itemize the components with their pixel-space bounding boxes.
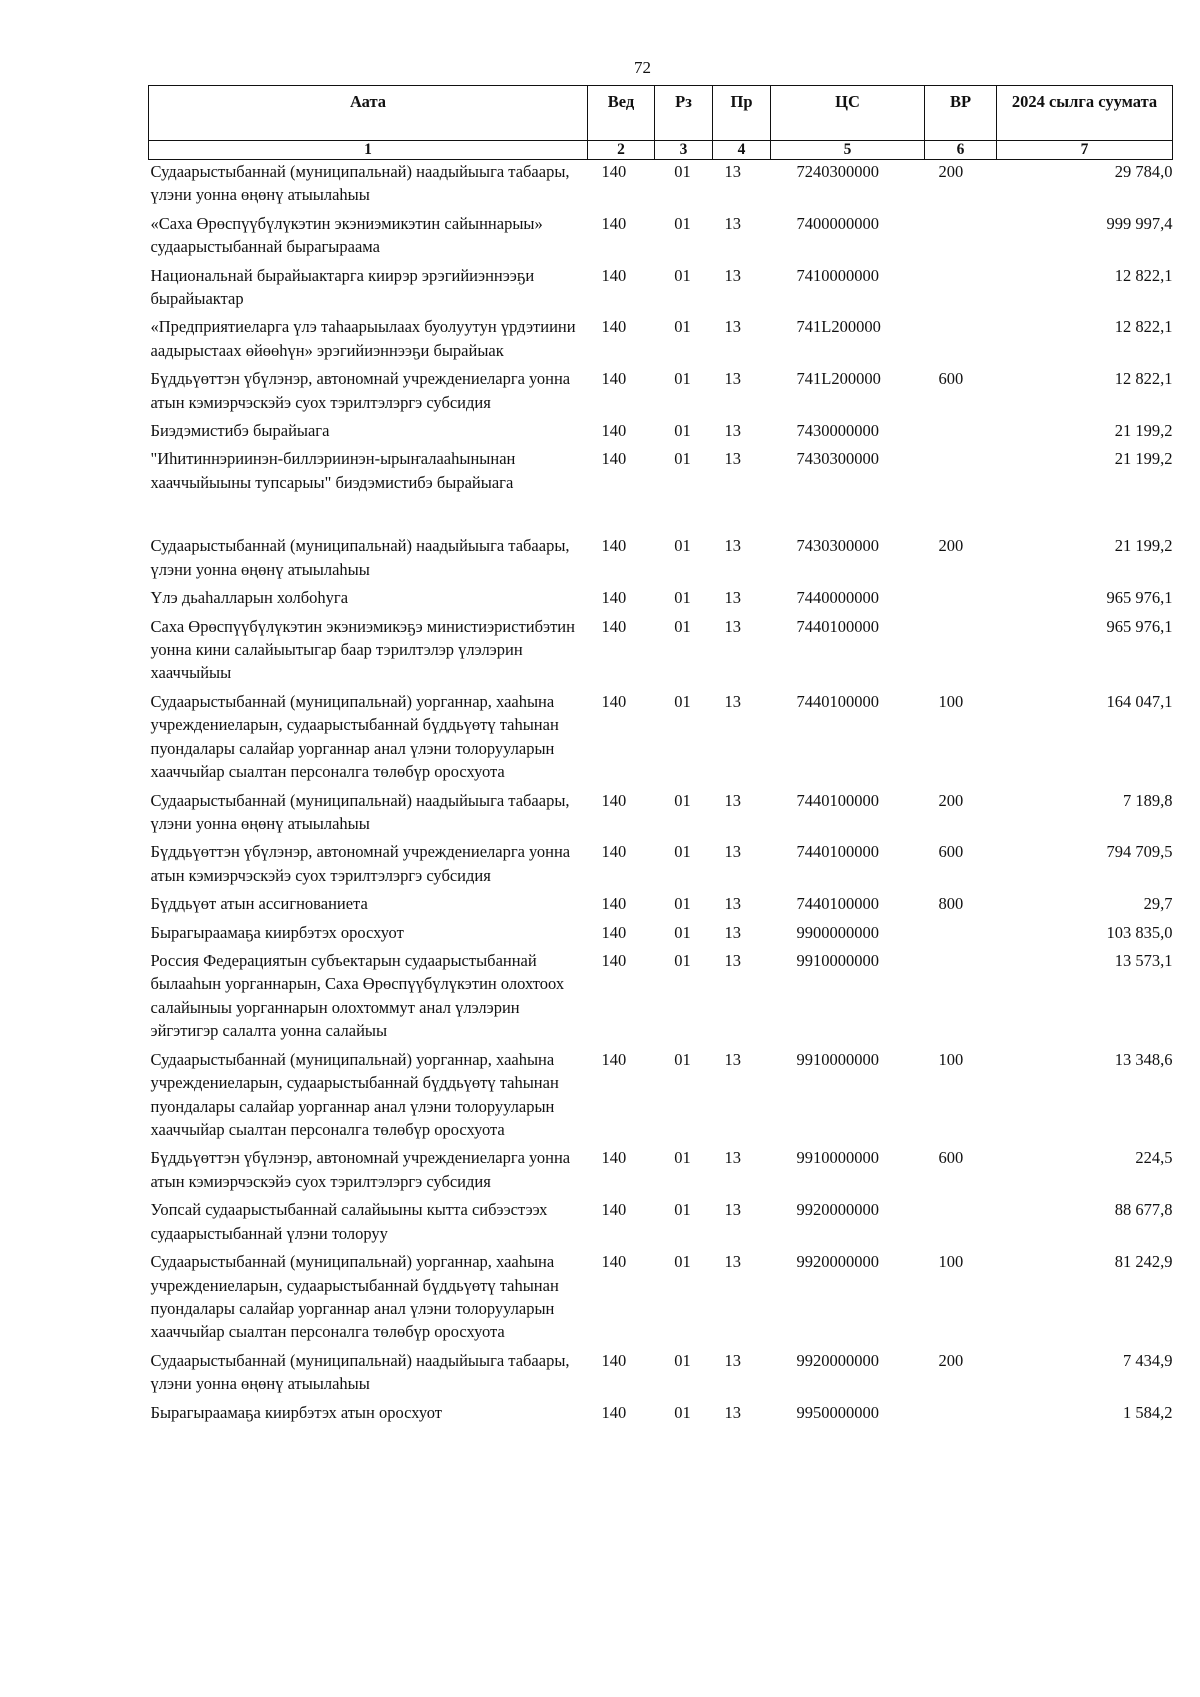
row-pr: 13 xyxy=(724,790,741,810)
row-cs: 9900000000 xyxy=(796,922,879,942)
row-rz: 01 xyxy=(674,265,691,285)
row-sum: 965 976,1 xyxy=(1106,588,1173,608)
row-rz: 01 xyxy=(674,922,691,942)
row-pr: 13 xyxy=(724,317,741,337)
row-sum: 13 573,1 xyxy=(1114,951,1173,971)
table-row xyxy=(149,840,1173,892)
row-name: Биэдэмистибэ бырайыага xyxy=(150,421,330,441)
row-rz: 01 xyxy=(674,317,691,337)
row-rz: 01 xyxy=(674,369,691,389)
row-pr: 13 xyxy=(724,449,741,469)
column-number: 3 xyxy=(655,141,713,160)
table-row xyxy=(149,534,1173,586)
row-sum: 12 822,1 xyxy=(1114,265,1173,285)
row-cs: 7440100000 xyxy=(796,842,879,862)
row-ved: 140 xyxy=(601,790,627,810)
row-vr: 600 xyxy=(938,369,964,389)
row-cs: 7400000000 xyxy=(796,213,879,233)
row-ved: 140 xyxy=(601,1049,627,1069)
row-name: Бырагыраамаҕа киирбэтэх атын оросхуот xyxy=(150,1402,442,1422)
row-pr: 13 xyxy=(724,213,741,233)
table-row xyxy=(149,1401,1173,1429)
row-sum: 794 709,5 xyxy=(1106,842,1173,862)
row-ved: 140 xyxy=(601,1200,627,1220)
row-sum: 965 976,1 xyxy=(1106,616,1173,636)
row-rz: 01 xyxy=(674,1200,691,1220)
row-ved: 140 xyxy=(601,588,627,608)
row-ved: 140 xyxy=(601,421,627,441)
row-vr xyxy=(925,949,997,1048)
row-pr: 13 xyxy=(724,588,741,608)
row-sum: 164 047,1 xyxy=(1106,691,1173,711)
row-rz: 01 xyxy=(674,449,691,469)
header-ved: Вед xyxy=(588,86,655,141)
row-name: Судаарыстыбаннай (муниципальнай) уорганнар, хааһына учреждениеларын, судаарыстыбаннай бүддьүөтү таһынан пуондалары салайар уорганнар анал үлэни толорууларын хааччыйар сыалтан персоналга төлөбүр оросхуота xyxy=(150,1252,559,1342)
row-ved: 140 xyxy=(601,213,627,233)
row-name: Саха Өрөспүүбүлүкэтин экэниэмикэҕэ министиэристибэтин уонна кини салайыытыгар баар тэрилтэлэр үлэлэрин хааччыйыы xyxy=(150,616,575,683)
row-vr: 200 xyxy=(938,1350,964,1370)
row-sum: 103 835,0 xyxy=(1106,922,1173,942)
row-ved: 140 xyxy=(601,616,627,636)
row-name: Уопсай судаарыстыбаннай салайыыны кытта сибээстээх судаарыстыбаннай үлэни толоруу xyxy=(150,1200,548,1243)
table-row xyxy=(149,690,1173,789)
row-name: Судаарыстыбаннай (муниципальнай) наадыйыыга табаары, үлэни уонна өңөнү атыылаһыы xyxy=(150,536,570,579)
row-ved: 140 xyxy=(601,1148,627,1168)
row-cs: 741L200000 xyxy=(796,317,881,337)
row-sum: 88 677,8 xyxy=(1114,1200,1173,1220)
row-vr: 600 xyxy=(938,1148,964,1168)
row-vr: 100 xyxy=(938,1049,964,1069)
row-cs: 9920000000 xyxy=(796,1252,879,1272)
row-cs: 9910000000 xyxy=(796,951,879,971)
row-pr: 13 xyxy=(724,1148,741,1168)
header-cs: ЦС xyxy=(771,86,925,141)
table-row xyxy=(149,419,1173,447)
row-name: «Саха Өрөспүүбүлүкэтин экэниэмикэтин сайыннарыы» судаарыстыбаннай бырагыраама xyxy=(150,213,543,257)
row-cs: 7430000000 xyxy=(796,421,879,441)
table-row xyxy=(149,1250,1173,1349)
row-pr: 13 xyxy=(724,616,741,636)
table-row xyxy=(149,949,1173,1048)
row-vr xyxy=(925,921,997,949)
row-cs: 7410000000 xyxy=(796,265,879,285)
table-row xyxy=(149,1146,1173,1198)
header-pr: Пр xyxy=(713,86,771,141)
row-pr: 13 xyxy=(724,894,741,914)
row-cs: 9910000000 xyxy=(796,1049,879,1069)
row-rz: 01 xyxy=(674,1350,691,1370)
row-name: Судаарыстыбаннай (муниципальнай) наадыйыыга табаары, үлэни уонна өңөнү атыылаһыы xyxy=(150,1350,570,1394)
row-pr: 13 xyxy=(724,1350,741,1370)
row-cs: 7440100000 xyxy=(796,616,879,636)
row-name: «Предприятиеларга үлэ таһаарыылаах буолуутун үрдэтиини аадырыстаах өйөөһүн» эрэгийиэннээҕи бырайыак xyxy=(150,317,576,360)
row-sum: 999 997,4 xyxy=(1106,213,1173,233)
row-pr: 13 xyxy=(724,369,741,389)
row-vr: 200 xyxy=(938,790,964,810)
row-sum: 1 584,2 xyxy=(1123,1402,1173,1422)
table-row xyxy=(149,367,1173,419)
table-row xyxy=(149,586,1173,614)
budget-table xyxy=(148,85,1173,1429)
row-vr xyxy=(925,1198,997,1250)
row-sum: 7 189,8 xyxy=(1123,790,1173,810)
row-ved: 140 xyxy=(601,449,627,469)
row-cs: 7440000000 xyxy=(796,588,879,608)
row-cs: 9950000000 xyxy=(796,1402,879,1422)
header-rz: Рз xyxy=(655,86,713,141)
row-cs: 9910000000 xyxy=(796,1148,879,1168)
row-cs: 7440100000 xyxy=(796,894,879,914)
table-row xyxy=(149,264,1173,316)
row-vr xyxy=(925,264,997,316)
page-number: 72 xyxy=(634,58,651,77)
column-number: 1 xyxy=(149,141,588,160)
row-ved: 140 xyxy=(601,691,627,711)
row-pr: 13 xyxy=(724,161,741,181)
row-vr: 600 xyxy=(938,842,964,862)
row-name: Национальнай бырайыактарга киирэр эрэгийиэннээҕи бырайыактар xyxy=(150,265,535,308)
row-cs: 741L200000 xyxy=(796,369,881,389)
row-rz: 01 xyxy=(674,616,691,636)
row-cs: 9920000000 xyxy=(796,1200,879,1220)
row-vr xyxy=(925,212,997,264)
row-name: Россия Федерациятын субъектарын судаарыстыбаннай былааһын уорганнарын, Саха Өрөспүүбүлүкэтин олохтоох салайыныы уорганнарын олохтоммут анал үлэлэрин эйгэтигэр салалта уонна салайыы xyxy=(150,951,565,1041)
row-name: Бырагыраамаҕа киирбэтэх оросхуот xyxy=(150,922,404,942)
table-row xyxy=(149,921,1173,949)
row-vr: 100 xyxy=(938,691,964,711)
row-vr: 100 xyxy=(938,1252,964,1272)
row-ved: 140 xyxy=(601,265,627,285)
row-pr: 13 xyxy=(724,536,741,556)
row-sum: 29,7 xyxy=(1143,894,1173,914)
row-sum: 7 434,9 xyxy=(1123,1350,1173,1370)
row-name: Судаарыстыбаннай (муниципальнай) уорганнар, хааһына учреждениеларын, судаарыстыбаннай бүддьүөтү таһынан пуондалары салайар уорганнар анал үлэни толорууларын хааччыйар сыалтан персоналга төлөбүр оросхуота xyxy=(150,691,559,782)
row-pr: 13 xyxy=(724,951,741,971)
row-pr: 13 xyxy=(724,1200,741,1220)
row-sum: 12 822,1 xyxy=(1114,317,1173,337)
column-number: 2 xyxy=(588,141,655,160)
table-row xyxy=(149,892,1173,920)
row-rz: 01 xyxy=(674,951,691,971)
row-vr xyxy=(925,615,997,690)
row-ved: 140 xyxy=(601,1402,627,1422)
row-vr xyxy=(925,447,997,534)
row-pr: 13 xyxy=(724,265,741,285)
row-rz: 01 xyxy=(674,213,691,233)
row-pr: 13 xyxy=(724,922,741,942)
row-pr: 13 xyxy=(724,1402,741,1422)
header-sum: 2024 сылга суумата xyxy=(997,86,1173,141)
row-ved: 140 xyxy=(601,842,627,862)
row-rz: 01 xyxy=(674,161,691,181)
table-row xyxy=(149,159,1173,211)
row-ved: 140 xyxy=(601,1350,627,1370)
row-pr: 13 xyxy=(724,1252,741,1272)
row-pr: 13 xyxy=(724,691,741,711)
row-vr xyxy=(925,1401,997,1429)
header-vr: ВР xyxy=(925,86,997,141)
row-ved: 140 xyxy=(601,894,627,914)
row-vr: 200 xyxy=(938,161,964,181)
header-row xyxy=(149,86,1173,141)
row-rz: 01 xyxy=(674,790,691,810)
column-number: 6 xyxy=(925,141,997,160)
row-rz: 01 xyxy=(674,842,691,862)
table-row xyxy=(149,615,1173,690)
row-name: Бүддьүөттэн үбүлэнэр, автономнай учреждениеларга уонна атын кэмиэрчэскэйэ суох тэрилтэлэргэ субсидия xyxy=(150,1148,571,1191)
column-number: 5 xyxy=(771,141,925,160)
row-name: Бүддьүөттэн үбүлэнэр, автономнай учреждениеларга уонна атын кэмиэрчэскэйэ суох тэрилтэлэргэ субсидия xyxy=(150,842,571,885)
row-sum: 81 242,9 xyxy=(1114,1252,1173,1272)
row-rz: 01 xyxy=(674,1402,691,1422)
row-sum: 12 822,1 xyxy=(1114,369,1173,389)
table-row xyxy=(149,1349,1173,1401)
table-row xyxy=(149,789,1173,841)
row-ved: 140 xyxy=(601,536,627,556)
row-sum: 21 199,2 xyxy=(1114,421,1173,441)
row-sum: 29 784,0 xyxy=(1114,161,1173,181)
row-vr: 200 xyxy=(938,536,964,556)
row-sum: 13 348,6 xyxy=(1114,1049,1173,1069)
row-rz: 01 xyxy=(674,588,691,608)
row-name: Бүддьүөт атын ассигнованиета xyxy=(150,894,368,914)
row-name: Үлэ дьаһалларын холбоһуга xyxy=(150,588,349,608)
row-cs: 7430300000 xyxy=(796,449,879,469)
row-ved: 140 xyxy=(601,951,627,971)
column-number: 4 xyxy=(713,141,771,160)
row-rz: 01 xyxy=(674,1049,691,1069)
table-row xyxy=(149,1048,1173,1147)
row-vr: 800 xyxy=(938,894,964,914)
table-row xyxy=(149,447,1173,534)
row-rz: 01 xyxy=(674,1252,691,1272)
column-number-row xyxy=(149,141,1173,160)
table-row xyxy=(149,1198,1173,1250)
table-row xyxy=(149,212,1173,264)
row-ved: 140 xyxy=(601,1252,627,1272)
row-rz: 01 xyxy=(674,1148,691,1168)
row-rz: 01 xyxy=(674,536,691,556)
row-cs: 7240300000 xyxy=(796,161,879,181)
header-name: Аата xyxy=(149,86,588,141)
row-pr: 13 xyxy=(724,421,741,441)
row-ved: 140 xyxy=(601,317,627,337)
row-cs: 9920000000 xyxy=(796,1350,879,1370)
row-name: Судаарыстыбаннай (муниципальнай) уорганнар, хааһына учреждениеларын, судаарыстыбаннай бүддьүөтү таһынан пуондалары салайар уорганнар анал үлэни толорууларын хааччыйар сыалтан персоналга төлөбүр оросхуота xyxy=(150,1049,559,1139)
row-cs: 7440100000 xyxy=(796,790,879,810)
row-rz: 01 xyxy=(674,894,691,914)
row-ved: 140 xyxy=(601,369,627,389)
row-name: Судаарыстыбаннай (муниципальнай) наадыйыыга табаары, үлэни уонна өңөнү атыылаһыы xyxy=(150,161,570,205)
row-vr xyxy=(925,586,997,614)
row-ved: 140 xyxy=(601,922,627,942)
table-body xyxy=(149,159,1173,1429)
row-vr xyxy=(925,419,997,447)
column-number: 7 xyxy=(997,141,1173,160)
row-pr: 13 xyxy=(724,1049,741,1069)
row-name: Судаарыстыбаннай (муниципальнай) наадыйыыга табаары, үлэни уонна өңөнү атыылаһыы xyxy=(150,790,570,833)
row-sum: 21 199,2 xyxy=(1114,449,1173,469)
row-cs: 7440100000 xyxy=(796,691,879,711)
row-cs: 7430300000 xyxy=(796,536,879,556)
row-rz: 01 xyxy=(674,691,691,711)
row-name: "Иһитиннэриинэн-биллэриинэн-ырыҥалааһынынан хааччыйыыны тупсарыы" биэдэмистибэ бырайыага xyxy=(150,449,516,492)
row-sum: 21 199,2 xyxy=(1114,536,1173,556)
row-vr xyxy=(925,315,997,367)
row-sum: 224,5 xyxy=(1135,1148,1173,1168)
row-name: Бүддьүөттэн үбүлэнэр, автономнай учреждениеларга уонна атын кэмиэрчэскэйэ суох тэрилтэлэргэ субсидия xyxy=(150,369,571,412)
row-pr: 13 xyxy=(724,842,741,862)
table-row xyxy=(149,315,1173,367)
row-ved: 140 xyxy=(601,161,627,181)
row-rz: 01 xyxy=(674,421,691,441)
